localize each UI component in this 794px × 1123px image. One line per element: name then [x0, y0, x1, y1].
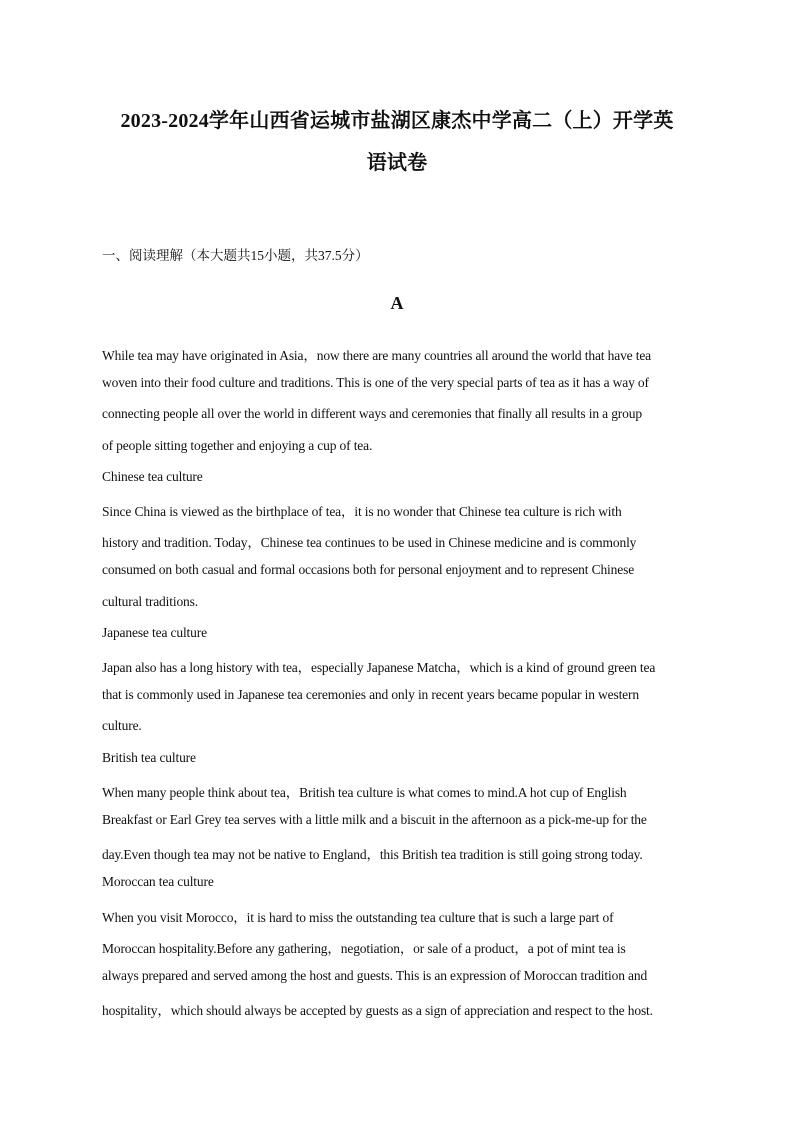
passage-line: woven into their food culture and traditions. This is one of the very special parts of tea as it has a way of — [102, 375, 649, 391]
passage-line: always prepared and served among the host and guests. This is an expression of Moroccan tradition and — [102, 968, 648, 983]
passage-line: culture. — [102, 718, 142, 734]
passage-line: While tea may have originated in Asia，now there are many countries all around the world that have tea — [102, 348, 652, 363]
passage-line: day.Even though tea may not be native to England，this British tea tradition is still going strong today. — [102, 847, 643, 863]
exam-title-line-2: 语试卷 — [366, 152, 428, 174]
passage-line: Chinese tea culture — [102, 468, 203, 484]
passage-label: A — [390, 293, 404, 313]
passage-line: Moroccan tea culture — [102, 874, 214, 890]
passage-line: When you visit Morocco，it is hard to miss the outstanding tea culture that is such a large part of — [102, 909, 614, 925]
passage-line: hospitality，which should always be accepted by guests as a sign of appreciation and respect to the host. — [102, 1003, 653, 1019]
passage-line: Breakfast or Earl Grey tea serves with a little milk and a biscuit in the afternoon as a pick-me-up for the — [102, 812, 647, 827]
section-heading: 一、阅读理解（本大题共15小题，共37.5分） — [102, 248, 369, 263]
passage-line: Since China is viewed as the birthplace of tea，it is no wonder that Chinese tea culture is rich with — [102, 504, 622, 519]
passage-line: When many people think about tea，British tea culture is what comes to mind.A hot cup of English — [102, 784, 627, 800]
passage-line: British tea culture — [102, 749, 196, 765]
exam-title-line-1: 2023-2024学年山西省运城市盐湖区康杰中学高二（上）开学英 — [120, 110, 674, 132]
passage-line: Japanese tea culture — [102, 624, 207, 640]
passage-line: Japan also has a long history with tea，especially Japanese Matcha，which is a kind of ground green tea — [102, 660, 656, 675]
passage-line: that is commonly used in Japanese tea ceremonies and only in recent years became popular in western — [102, 687, 639, 703]
passage-line: connecting people all over the world in different ways and ceremonies that finally all results in a group — [102, 406, 642, 422]
passage-line: cultural traditions. — [102, 593, 198, 609]
passage-line: consumed on both casual and formal occasions both for personal enjoyment and to represent Chinese — [102, 562, 635, 578]
passage-line: history and tradition. Today，Chinese tea continues to be used in Chinese medicine and is commonly — [102, 535, 637, 551]
passage-line: Moroccan hospitality.Before any gathering，negotiation，or sale of a product，a pot of mint tea is — [102, 940, 626, 956]
passage-line: of people sitting together and enjoying a cup of tea. — [102, 437, 373, 453]
